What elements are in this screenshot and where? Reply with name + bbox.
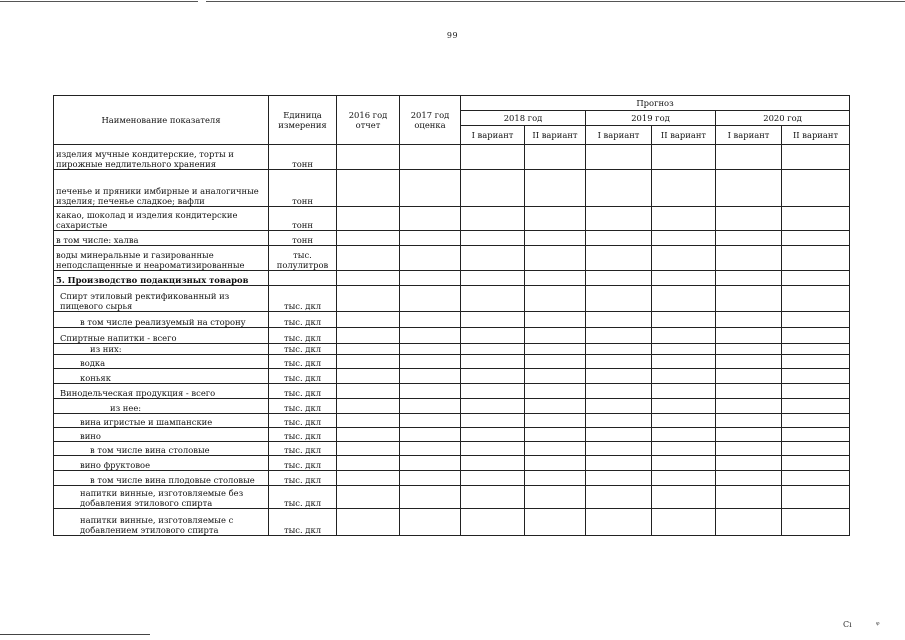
value-cell xyxy=(652,486,716,509)
value-cell xyxy=(652,471,716,486)
value-cell xyxy=(652,145,716,170)
value-cell xyxy=(586,145,652,170)
value-cell xyxy=(400,384,461,399)
value-cell xyxy=(525,246,586,271)
row-unit: тыс. дкл xyxy=(269,399,337,414)
value-cell xyxy=(461,384,525,399)
value-cell xyxy=(525,414,586,428)
header-variant: II вариант xyxy=(652,126,716,145)
value-cell xyxy=(525,399,586,414)
value-cell xyxy=(525,369,586,384)
table-body xyxy=(54,145,850,536)
value-cell xyxy=(782,456,850,471)
row-unit: тыс. дкл xyxy=(269,355,337,369)
table-row xyxy=(54,384,850,399)
value-cell xyxy=(400,509,461,536)
value-cell xyxy=(461,344,525,355)
value-cell xyxy=(652,231,716,246)
row-unit: тыс. дкл xyxy=(269,456,337,471)
value-cell xyxy=(400,456,461,471)
value-cell xyxy=(525,428,586,442)
value-cell xyxy=(586,486,652,509)
table-row xyxy=(54,312,850,328)
value-cell xyxy=(400,471,461,486)
value-cell xyxy=(337,207,400,231)
header-year-2018: 2018 год xyxy=(461,111,586,126)
value-cell xyxy=(400,312,461,328)
value-cell xyxy=(652,509,716,536)
value-cell xyxy=(400,207,461,231)
value-cell xyxy=(400,344,461,355)
value-cell xyxy=(782,486,850,509)
value-cell xyxy=(586,399,652,414)
value-cell xyxy=(716,486,782,509)
row-unit: тыс. дкл xyxy=(269,328,337,344)
value-cell xyxy=(461,414,525,428)
value-cell xyxy=(782,312,850,328)
value-cell xyxy=(586,170,652,207)
header-year-2020: 2020 год xyxy=(716,111,850,126)
value-cell xyxy=(461,428,525,442)
value-cell xyxy=(586,369,652,384)
value-cell xyxy=(586,428,652,442)
value-cell xyxy=(337,509,400,536)
value-cell xyxy=(400,355,461,369)
header-2017: 2017 год оценка xyxy=(400,96,461,145)
value-cell xyxy=(461,207,525,231)
value-cell xyxy=(525,207,586,231)
value-cell xyxy=(461,399,525,414)
table-row xyxy=(54,207,850,231)
value-cell xyxy=(337,442,400,456)
value-cell xyxy=(461,246,525,271)
value-cell xyxy=(782,170,850,207)
page-number: 99 xyxy=(446,31,459,40)
row-name: вина игристые и шампанские xyxy=(54,414,269,428)
row-name: напитки винные, изготовляемые без добавления этилового спирта xyxy=(54,486,269,509)
value-cell xyxy=(525,456,586,471)
value-cell xyxy=(782,344,850,355)
value-cell xyxy=(337,246,400,271)
value-cell xyxy=(586,344,652,355)
table-row xyxy=(54,442,850,456)
row-unit: тыс. полулитров xyxy=(269,246,337,271)
value-cell xyxy=(400,328,461,344)
header-2016: 2016 год отчет xyxy=(337,96,400,145)
table-row xyxy=(54,246,850,271)
table-row xyxy=(54,399,850,414)
value-cell xyxy=(400,428,461,442)
table-row xyxy=(54,231,850,246)
value-cell xyxy=(782,328,850,344)
value-cell xyxy=(716,428,782,442)
row-unit: тыс. дкл xyxy=(269,509,337,536)
value-cell xyxy=(461,486,525,509)
value-cell xyxy=(782,246,850,271)
table-header xyxy=(54,96,850,145)
value-cell xyxy=(716,170,782,207)
value-cell xyxy=(652,384,716,399)
value-cell xyxy=(337,312,400,328)
value-cell xyxy=(652,442,716,456)
value-cell xyxy=(716,246,782,271)
table-row xyxy=(54,471,850,486)
table-row xyxy=(54,271,850,286)
value-cell xyxy=(337,399,400,414)
value-cell xyxy=(461,456,525,471)
value-cell xyxy=(400,442,461,456)
value-cell xyxy=(652,207,716,231)
value-cell xyxy=(716,231,782,246)
value-cell xyxy=(586,231,652,246)
row-unit: тыс. дкл xyxy=(269,344,337,355)
row-unit: тонн xyxy=(269,207,337,231)
table-row xyxy=(54,414,850,428)
value-cell xyxy=(461,231,525,246)
value-cell xyxy=(461,471,525,486)
value-cell xyxy=(586,271,652,286)
value-cell xyxy=(586,442,652,456)
row-name: напитки винные, изготовляемые с добавлением этилового спирта xyxy=(54,509,269,536)
row-name: Спирт этиловый ректификованный из пищевого сырья xyxy=(54,286,269,312)
value-cell xyxy=(586,246,652,271)
header-variant: I вариант xyxy=(461,126,525,145)
value-cell xyxy=(461,312,525,328)
header-variant: II вариант xyxy=(782,126,850,145)
value-cell xyxy=(525,286,586,312)
header-name: Наименование показателя xyxy=(54,96,269,145)
row-unit: тонн xyxy=(269,170,337,207)
value-cell xyxy=(782,231,850,246)
value-cell xyxy=(782,471,850,486)
row-name: вино xyxy=(54,428,269,442)
value-cell xyxy=(461,355,525,369)
value-cell xyxy=(782,399,850,414)
value-cell xyxy=(400,246,461,271)
value-cell xyxy=(586,312,652,328)
row-name: водка xyxy=(54,355,269,369)
row-unit: тыс. дкл xyxy=(269,384,337,399)
value-cell xyxy=(716,344,782,355)
table-row xyxy=(54,369,850,384)
row-unit: тыс. дкл xyxy=(269,471,337,486)
row-name: воды минеральные и газированные неподслащенные и неароматизированные xyxy=(54,246,269,271)
table-row xyxy=(54,486,850,509)
value-cell xyxy=(337,170,400,207)
value-cell xyxy=(652,428,716,442)
value-cell xyxy=(400,271,461,286)
row-unit: тыс. дкл xyxy=(269,486,337,509)
value-cell xyxy=(782,442,850,456)
value-cell xyxy=(400,170,461,207)
value-cell xyxy=(716,471,782,486)
bottom-rule xyxy=(0,634,150,635)
value-cell xyxy=(400,399,461,414)
value-cell xyxy=(716,355,782,369)
top-rule-left xyxy=(0,1,198,2)
value-cell xyxy=(782,207,850,231)
value-cell xyxy=(586,471,652,486)
value-cell xyxy=(400,145,461,170)
table-row xyxy=(54,344,850,355)
value-cell xyxy=(586,509,652,536)
value-cell xyxy=(652,456,716,471)
value-cell xyxy=(337,271,400,286)
value-cell xyxy=(652,399,716,414)
value-cell xyxy=(652,271,716,286)
row-unit: тыс. дкл xyxy=(269,286,337,312)
value-cell xyxy=(337,414,400,428)
value-cell xyxy=(400,286,461,312)
value-cell xyxy=(525,486,586,509)
value-cell xyxy=(461,170,525,207)
table-row xyxy=(54,355,850,369)
value-cell xyxy=(716,369,782,384)
value-cell xyxy=(716,442,782,456)
value-cell xyxy=(586,286,652,312)
value-cell xyxy=(525,145,586,170)
value-cell xyxy=(782,355,850,369)
value-cell xyxy=(716,456,782,471)
value-cell xyxy=(782,286,850,312)
header-year-2019: 2019 год xyxy=(586,111,716,126)
row-unit: тыс. дкл xyxy=(269,442,337,456)
value-cell xyxy=(716,145,782,170)
table-row xyxy=(54,509,850,536)
value-cell xyxy=(586,355,652,369)
value-cell xyxy=(525,344,586,355)
row-unit: тыс. дкл xyxy=(269,312,337,328)
value-cell xyxy=(586,328,652,344)
header-variant: I вариант xyxy=(716,126,782,145)
value-cell xyxy=(400,414,461,428)
header-forecast: Прогноз xyxy=(461,96,850,111)
table-row xyxy=(54,328,850,344)
value-cell xyxy=(461,369,525,384)
value-cell xyxy=(337,486,400,509)
row-unit xyxy=(269,271,337,286)
value-cell xyxy=(652,414,716,428)
value-cell xyxy=(337,369,400,384)
value-cell xyxy=(337,231,400,246)
value-cell xyxy=(461,442,525,456)
value-cell xyxy=(337,344,400,355)
top-rule-right xyxy=(206,1,905,2)
table-row xyxy=(54,286,850,312)
table-row xyxy=(54,170,850,207)
value-cell xyxy=(461,328,525,344)
value-cell xyxy=(652,312,716,328)
value-cell xyxy=(716,509,782,536)
value-cell xyxy=(337,384,400,399)
corner-mark-left: Cı xyxy=(843,620,852,629)
value-cell xyxy=(337,355,400,369)
value-cell xyxy=(652,286,716,312)
value-cell xyxy=(525,271,586,286)
value-cell xyxy=(782,271,850,286)
row-unit: тыс. дкл xyxy=(269,369,337,384)
value-cell xyxy=(337,471,400,486)
value-cell xyxy=(716,414,782,428)
value-cell xyxy=(525,328,586,344)
header-variant: I вариант xyxy=(586,126,652,145)
value-cell xyxy=(652,344,716,355)
value-cell xyxy=(782,428,850,442)
value-cell xyxy=(337,428,400,442)
value-cell xyxy=(525,231,586,246)
value-cell xyxy=(400,486,461,509)
value-cell xyxy=(782,414,850,428)
row-name: Спиртные напитки - всего xyxy=(54,328,269,344)
row-name: Винодельческая продукция - всего xyxy=(54,384,269,399)
row-name: вино фруктовое xyxy=(54,456,269,471)
value-cell xyxy=(716,271,782,286)
row-name: 5. Производство подакцизных товаров xyxy=(54,271,269,286)
header-unit: Единица измерения xyxy=(269,96,337,145)
value-cell xyxy=(716,328,782,344)
row-name: в том числе вина плодовые столовые xyxy=(54,471,269,486)
value-cell xyxy=(400,231,461,246)
row-name: из нее: xyxy=(54,399,269,414)
value-cell xyxy=(461,509,525,536)
value-cell xyxy=(782,369,850,384)
value-cell xyxy=(586,456,652,471)
value-cell xyxy=(652,328,716,344)
value-cell xyxy=(337,286,400,312)
row-name: коньяк xyxy=(54,369,269,384)
table-row xyxy=(54,456,850,471)
value-cell xyxy=(782,384,850,399)
value-cell xyxy=(525,355,586,369)
value-cell xyxy=(337,328,400,344)
value-cell xyxy=(716,207,782,231)
value-cell xyxy=(400,369,461,384)
value-cell xyxy=(461,271,525,286)
value-cell xyxy=(652,246,716,271)
value-cell xyxy=(716,384,782,399)
value-cell xyxy=(652,355,716,369)
value-cell xyxy=(782,509,850,536)
row-name: изделия мучные кондитерские, торты и пирожные недлительного хранения xyxy=(54,145,269,170)
value-cell xyxy=(586,207,652,231)
row-name: в том числе реализуемый на сторону xyxy=(54,312,269,328)
value-cell xyxy=(525,312,586,328)
value-cell xyxy=(337,145,400,170)
value-cell xyxy=(782,145,850,170)
forecast-table xyxy=(53,95,850,536)
row-unit: тыс. дкл xyxy=(269,428,337,442)
value-cell xyxy=(337,456,400,471)
value-cell xyxy=(586,414,652,428)
value-cell xyxy=(652,170,716,207)
corner-mark-right: ᵠ xyxy=(876,620,880,629)
row-name: в том числе: халва xyxy=(54,231,269,246)
value-cell xyxy=(525,384,586,399)
value-cell xyxy=(525,471,586,486)
value-cell xyxy=(525,509,586,536)
value-cell xyxy=(716,286,782,312)
table-row xyxy=(54,145,850,170)
table-row xyxy=(54,428,850,442)
row-name: какао, шоколад и изделия кондитерские сахаристые xyxy=(54,207,269,231)
value-cell xyxy=(461,286,525,312)
row-name: из них: xyxy=(54,344,269,355)
value-cell xyxy=(716,399,782,414)
row-unit: тыс. дкл xyxy=(269,414,337,428)
value-cell xyxy=(525,170,586,207)
value-cell xyxy=(525,442,586,456)
value-cell xyxy=(716,312,782,328)
row-unit: тонн xyxy=(269,145,337,170)
row-name: в том числе вина столовые xyxy=(54,442,269,456)
header-variant: II вариант xyxy=(525,126,586,145)
value-cell xyxy=(586,384,652,399)
row-name: печенье и пряники имбирные и аналогичные изделия; печенье сладкое; вафли xyxy=(54,170,269,207)
value-cell xyxy=(461,145,525,170)
row-unit: тонн xyxy=(269,231,337,246)
value-cell xyxy=(652,369,716,384)
